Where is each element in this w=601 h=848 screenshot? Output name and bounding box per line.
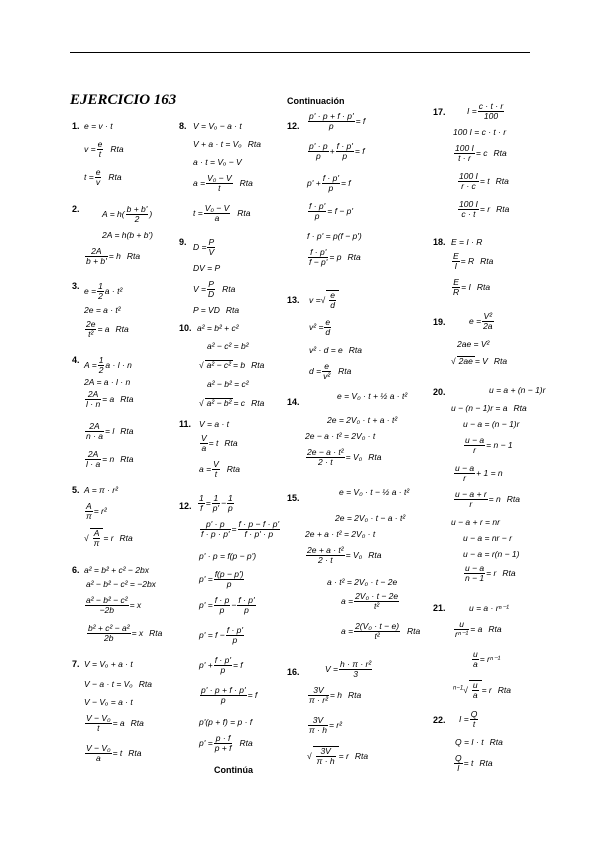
exercise-4: 4. A = $\frac{1}{2}$ a · l · n 2A = a · l · n $\frac{2A}{l \cdot n}$ = a Rta $\frac{2A}{n \cdot a}$ = l Rta $\frac{2A}{l \cdot a}$ = n Rta — [72, 355, 134, 470]
rta-label: Rta — [128, 748, 142, 759]
exercise-number: 4. — [72, 355, 80, 365]
exercise-number: 17. — [433, 107, 446, 117]
equation-line: A = h — [102, 209, 122, 220]
equation-line: u = a · rⁿ⁻¹ — [469, 603, 509, 613]
rta-label: Rta — [251, 360, 265, 370]
exercise-16: 16. V = $\frac{\text{h · π · r²}}{3}$ $\frac{3V}{\text{π · r²}}$ = h Rta $\frac{3V}{\pi \cdot h}$ = r² √ $\frac{3V}{\pi \cdot h}$ = r Rta — [287, 659, 372, 767]
equation-line: v = — [309, 295, 321, 306]
rta-label: Rta — [502, 568, 516, 579]
exercise-number: 7. — [72, 659, 80, 669]
equation-line: = c — [475, 148, 488, 159]
equation-line: = a — [470, 624, 483, 635]
rta-label: Rta — [120, 426, 134, 437]
rta-label: Rta — [354, 751, 369, 762]
equation-line: 2ae = V² — [457, 339, 490, 349]
equation-line: v² = — [309, 322, 324, 333]
equation-line: f · p' = p(f − p') — [307, 231, 362, 241]
equation-line: = x — [131, 628, 144, 639]
equation-line: = x — [129, 600, 142, 611]
equation-line: = h — [329, 690, 342, 701]
equation-line: I = — [467, 106, 477, 117]
exercise-number: 10. — [179, 323, 192, 333]
equation-line: V = a · t — [199, 419, 229, 429]
exercise-number: 12. — [287, 121, 300, 131]
rta-label: Rta — [496, 204, 510, 215]
rta-label: Rta — [239, 738, 253, 749]
equation-line: 2e = a · t² — [84, 305, 121, 315]
rta-label: Rta — [222, 284, 236, 295]
exercise-5: 5. A = π · r² $\frac{A}{\pi}$ = r² √ $\frac{A}{\pi}$ = r Rta — [72, 485, 133, 549]
rta-label: Rta — [368, 452, 382, 463]
rta-label: Rta — [138, 679, 152, 689]
equation-line: = r — [486, 568, 497, 579]
top-rule — [70, 52, 530, 53]
exercise-12-cont: 12. $\frac{p' \cdot p + f \cdot p'}{p}$ = f $\frac{p' \cdot p}{p}$ + $\frac{f \cdot p'}{p}$ = f p' + $\frac{f \cdot p'}{p}$ = f $\frac{f \cdot p'}{p}$ = f − p' f · p' = p(f − p') $\frac{f \cdot p'}{f - p'}$ = p Rta — [287, 111, 366, 268]
exercise-6: 6. a² = b² + c² − 2bx a² − b² − c² = −2bx $\frac{\text{a² − b² − c²}}{-2b}$ = x $\frac{\text{b² + c² − a²}}{2b}$ = x Rta — [72, 565, 163, 644]
rta-label: Rta — [407, 626, 421, 637]
equation-line: = l — [105, 426, 115, 437]
equation-line: = t — [112, 748, 123, 759]
equation-line: = r — [338, 751, 349, 762]
exercise-number: 22. — [433, 715, 446, 725]
equation-line: V − a · t = Vₒ — [84, 679, 133, 689]
equation-line: = n — [102, 454, 115, 465]
equation-line: a · t² = 2V₀ · t − 2e — [327, 577, 398, 587]
equation-line: e = V₀ · t − ½ a · t² — [339, 487, 410, 497]
equation-line: e = v · t — [84, 121, 113, 131]
rta-label: Rta — [237, 208, 251, 219]
equation-line: D = — [193, 242, 207, 253]
rta-label: Rta — [226, 464, 240, 475]
equation-line: p' = f − — [199, 630, 225, 641]
equation-line: = t — [208, 438, 219, 449]
rta-label: Rta — [497, 685, 511, 696]
exercise-number: 12. — [179, 501, 192, 511]
exercise-13: 13. v =√ $\frac{e}{d}$ v² = $\frac{e}{d}$ v² · d = e Rta d = $\frac{e}{\text{v²}}$ Rta — [287, 290, 363, 382]
equation-line: = V — [474, 356, 488, 366]
exercise-17: 17. I = $\frac{c \cdot t \cdot r}{100}$ 100 I = c · t · r $\frac{100 I}{t \cdot r}$ = c Rta $\frac{100 I}{r \cdot c}$ = t Rta $\frac{100 I}{c \cdot t}$ = r Rta — [433, 101, 510, 220]
equation-line: E = I · R — [451, 237, 483, 247]
equation-line: p' = — [199, 574, 213, 585]
exercise-number: 3. — [72, 281, 80, 291]
equation-line: u − a = nr − r — [463, 533, 512, 543]
equation-line: a = — [341, 626, 354, 637]
exercise-number: 8. — [179, 121, 187, 131]
equation-line: v² · d = e — [309, 345, 343, 355]
equation-line: = V₀ — [345, 550, 363, 561]
equation-line: = — [231, 524, 237, 535]
exercise-12: 12. $\frac{1}{f}$ = $\frac{1}{p'}$ − $\frac{1}{p}$ $\frac{p' \cdot p}{f \cdot p \cdot p'}$ = $\frac{f \cdot p - f \cdot p'}{f \cdot p' \cdot p}$ p' · p = f(p − p') p' = $\frac{f(p - p')}{p}$ p' = $\frac{f \cdot p}{p}$ − $\frac{f \cdot p'}{p}$ p' = f − $\frac{f \cdot p'}{p}$ p' + $\frac{f \cdot p'}{p}$ = f $\frac{p' \cdot p + f \cdot p'}{p}$ = f p'(p + f) = p · f p' = $\frac{p \cdot f}{p + f}$ Rta — [179, 493, 280, 754]
exercise-21: 21. u = a · rⁿ⁻¹ $\frac{u}{\text{rⁿ⁻¹}}$ = a Rta $\frac{u}{a}$ = rⁿ⁻¹ $^{n-1}$√ $\frac{u}{a}$ = r Rta — [433, 603, 511, 701]
equation-line: a · t = Vₒ − V — [193, 157, 242, 167]
rta-label: Rta — [119, 533, 133, 544]
exercise-number: 18. — [433, 237, 446, 247]
equation-line: = n − 1 — [486, 440, 513, 451]
equation-line: = t — [463, 758, 474, 769]
exercise-number: 16. — [287, 667, 300, 677]
rta-label: Rta — [488, 624, 502, 635]
equation-line: = a — [97, 324, 110, 335]
equation-line: = R — [460, 256, 475, 267]
equation-line: V = Vₒ + a · t — [84, 659, 133, 669]
rta-label: Rta — [239, 178, 253, 189]
rta-label: Rta — [493, 148, 507, 159]
equation-line: = b — [233, 360, 246, 370]
equation-line: A = — [84, 360, 97, 371]
equation-line: = f — [354, 146, 365, 157]
equation-line: d = — [309, 366, 322, 377]
exercise-number: 11. — [179, 419, 192, 429]
rta-label: Rta — [126, 251, 141, 262]
exercise-15: 15. e = V₀ · t − ½ a · t² 2e = 2V₀ · t − a · t² 2e + a · t² = 2V₀ · t $\frac{\text{2e + a · t²}}{2 \cdot t}$ = V₀ Rta a · t² = 2V₀ · t − 2e a = $\frac{\text{2V₀ · t − 2e}}{\text{t²}}$ a = $\frac{\text{2(V₀ · t − e)}}{\text{t²}}$ Rta — [287, 487, 421, 642]
equation-line: 2e = 2V₀ · t − a · t² — [335, 513, 406, 523]
rta-label: Rta — [338, 366, 352, 377]
equation-line: a² − c² = b² — [207, 341, 249, 351]
equation-line: = r² — [328, 720, 342, 731]
equation-line: = f — [232, 660, 243, 671]
equation-line: = V₀ — [345, 452, 363, 463]
equation-line: I = — [459, 714, 469, 725]
exercise-number: 5. — [72, 485, 80, 495]
equation-line: = I — [461, 282, 471, 293]
equation-line: a² − b² − c² = −2bx — [86, 579, 156, 589]
equation-line: t = — [84, 172, 94, 183]
equation-line: 2e = 2V₀ · t + a · t² — [327, 415, 398, 425]
equation-line: V = Vₒ − a · t — [193, 121, 242, 131]
exercise-19: 19. e = $\frac{\text{V²}}{2a}$ 2ae = V² √ 2ae = V Rta — [433, 311, 508, 366]
rta-label: Rta — [493, 356, 508, 366]
exercise-9: 9. D = $\frac{P}{V}$ DV = P V = $\frac{P}{D}$ Rta P = VD Rta — [179, 237, 240, 315]
equation-line: P = VD — [193, 305, 220, 315]
equation-line: 100 I = c · t · r — [453, 127, 507, 137]
equation-line: p' · p = f(p − p') — [199, 551, 257, 561]
rta-label: Rta — [506, 494, 520, 505]
equation-line: DV = P — [193, 263, 221, 273]
equation-line: 2e − a · t² = 2V₀ · t — [305, 431, 376, 441]
equation-line: = p — [329, 252, 342, 263]
rta-label: Rta — [347, 690, 362, 701]
equation-line: u − a = r(n − 1) — [463, 549, 520, 559]
equation-line: u − a + r = nr — [451, 517, 500, 527]
equation-line: a = — [341, 596, 354, 607]
equation-line: = f — [355, 116, 366, 127]
equation-line: u − (n − 1)r = a — [451, 403, 508, 413]
equation-line: = c — [233, 398, 246, 408]
rta-label: Rta — [149, 628, 163, 639]
rta-label: Rta — [108, 172, 122, 183]
exercise-number: 14. — [287, 397, 300, 407]
equation-line: 2e + a · t² = 2V₀ · t — [305, 529, 376, 539]
exercise-3: 3. e = $\frac{1}{2}$ a · t² 2e = a · t² $\frac{2e}{\text{t²}}$ = a Rta — [72, 281, 129, 340]
rta-label: Rta — [479, 758, 493, 769]
rta-label: Rta — [251, 398, 265, 408]
equation-line: = f − p' — [327, 206, 353, 217]
equation-line: Q = I · t — [455, 737, 484, 747]
equation-line: = h — [108, 251, 121, 262]
rta-label: Rta — [247, 139, 261, 149]
equation-line: A = π · r² — [84, 485, 118, 495]
equation-line: V = — [193, 284, 206, 295]
equation-line: = r — [479, 204, 491, 215]
equation-line: a² = b² + c² − 2bx — [84, 565, 149, 575]
rta-label: Rta — [368, 550, 382, 561]
exercise-22: 22. I = $\frac{Q}{t}$ Q = I · t Rta $\frac{Q}{I}$ = t Rta — [433, 709, 503, 774]
equation-line: = r² — [93, 506, 107, 517]
exercise-number: 6. — [72, 565, 80, 575]
exercise-number: 9. — [179, 237, 187, 247]
equation-line: = t — [479, 176, 490, 187]
rta-label: Rta — [348, 345, 363, 355]
equation-line: 2A = a · l · n — [84, 377, 131, 387]
rta-label: Rta — [495, 176, 509, 187]
exercise-number: 13. — [287, 295, 300, 305]
equation-line: e = V₀ · t + ½ a · t² — [337, 391, 408, 401]
exercise-8: 8. V = Vₒ − a · t V + a · t = Vₒ Rta a · t = Vₒ − V a = $\frac{\text{V₀ − V}}{t}$ Rta t = $\frac{\text{V₀ − V}}{a}$ Rta — [179, 121, 261, 224]
equation-line: e = — [469, 316, 482, 327]
rta-label: Rta — [347, 252, 361, 263]
equation-line: t = — [193, 208, 203, 219]
page-title: EJERCICIO 163 — [70, 92, 177, 108]
rta-label: Rta — [480, 256, 494, 267]
rta-label: Rta — [489, 737, 503, 747]
exercise-number: 20. — [433, 387, 446, 397]
rta-label: Rta — [476, 282, 491, 293]
equation-line: V + a · t = Vₒ — [193, 139, 242, 149]
equation-line: = a — [112, 718, 125, 729]
rta-label: Rta — [120, 394, 134, 405]
equation-line: p'(p + f) = p · f — [199, 717, 253, 727]
equation-line: a² = b² + c² — [197, 323, 239, 333]
equation-line: p' = — [199, 738, 213, 749]
exercise-number: 1. — [72, 121, 80, 131]
equation-line: a = — [199, 464, 212, 475]
equation-line: u = a + (n − 1)r — [489, 385, 546, 395]
equation-line: a = — [193, 178, 206, 189]
equation-line: V − Vₒ = a · t — [84, 697, 133, 707]
rta-label: Rta — [115, 324, 129, 335]
continua-label: Continúa — [214, 765, 253, 775]
exercise-number: 21. — [433, 603, 446, 613]
equation-line: = n — [488, 494, 501, 505]
equation-line: a² − b² = c² — [207, 379, 249, 389]
equation-line: = a — [102, 394, 115, 405]
equation-line: u − a = (n − 1)r — [463, 419, 520, 429]
exercise-14: 14. e = V₀ · t + ½ a · t² 2e = 2V₀ · t + a · t² 2e − a · t² = 2V₀ · t $\frac{\text{2e − a · t²}}{2 \cdot t}$ = V₀ Rta — [287, 391, 408, 468]
continuacion-label: Continuación — [287, 96, 345, 106]
exercise-1: 1. e = v · t v = $\frac{e}{t}$ Rta t = $\frac{e}{v}$ Rta — [72, 121, 124, 188]
exercise-20: 20. u = a + (n − 1)r u − (n − 1)r = a Rta u − a = (n − 1)r $\frac{u - a}{r}$ = n − 1 $\frac{u - a}{r}$ + 1 = n $\frac{u - a + r}{r}$ = n Rta u − a + r = nr u − a = nr − r u − a = r(n − 1) $\frac{u - a}{n - 1}$ = r Rta — [433, 385, 546, 584]
rta-label: Rta — [120, 454, 134, 465]
equation-line: 2A = h(b + b') — [102, 230, 153, 240]
exercise-10: 10. a² = b² + c² a² − c² = b² √ a² − c² = b Rta a² − b² = c² √ a² − b² = c Rta — [179, 323, 265, 408]
equation-line: = r — [481, 685, 492, 696]
exercise-7: 7. V = Vₒ + a · t V − a · t = Vₒ Rta V − Vₒ = a · t $\frac{\text{V − V₀}}{t}$ = a Rta $\frac{\text{V − V₀}}{a}$ = t Rta — [72, 659, 152, 764]
equation-line: v = — [84, 144, 96, 155]
rta-label: Rta — [513, 403, 527, 413]
exercise-number: 15. — [287, 493, 300, 503]
exercise-11: 11. V = a · t $\frac{V}{a}$ = t Rta a = $\frac{V}{t}$ Rta — [179, 419, 240, 480]
equation-line: + 1 = n — [476, 468, 503, 479]
rta-label: Rta — [224, 438, 238, 449]
equation-line: V = — [325, 664, 338, 675]
exercise-number: 19. — [433, 317, 446, 327]
rta-label: Rta — [225, 305, 240, 315]
exercise-2: 2. A = h( $\frac{b + b'}{2}$ ) 2A = h(b + b') $\frac{2A}{b + b'}$ = h Rta — [72, 204, 153, 267]
equation-line: = f — [247, 690, 258, 701]
equation-line: = rⁿ⁻¹ — [479, 654, 501, 665]
exercise-18: 18. E = I · R $\frac{E}{I}$ = R Rta $\frac{E}{R}$ = I Rta — [433, 237, 494, 298]
exercise-number: 2. — [72, 204, 80, 214]
equation-line: e = — [84, 286, 97, 297]
rta-label: Rta — [110, 144, 124, 155]
rta-label: Rta — [130, 718, 144, 729]
equation-line: = r — [103, 533, 114, 544]
